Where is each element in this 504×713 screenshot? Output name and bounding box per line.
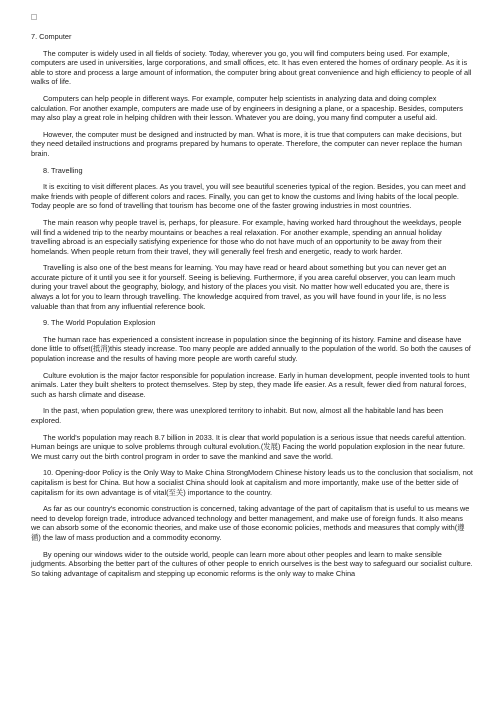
- paragraph: The world's population may reach 8.7 billion in 2033. It is clear that world population is a serious issue that needs careful attention. Human beings are unique to solve problems through cultural evolution.(发展) Facing the world population explosion in the near future. We must carry out the birth control program in order to save the mankind and save the world.: [31, 432, 467, 461]
- paragraph: As far as our country's economic construction is concerned, taking advantage of the part of capitalism that is useful to us means we need to develop foreign trade, introduce advanced technology and better management, and make use of foreign funds. It also means we can absorb some of the economic theories, and make use of those economic policies, methods and measures that comply with(遵循) the law of mass production and a commodity economy.: [31, 504, 470, 542]
- paragraph: By opening our windows wider to the outside world, people can learn more about other peoples and learn to make sensible judgments. Absorbing the better part of the cultures of other people to enrich ourselves is the best way to safeguard our socialist culture. So taking advantage of capitalism and stepping up economic reforms is the only way to make China: [31, 549, 473, 578]
- page-corner-mark: [31, 14, 37, 20]
- paragraph: It is exciting to visit different places. As you travel, you will see beautiful sceneries typical of the region. Besides, you can meet and make friends with people of different colors and races. Finally, you can get to know the customs and living habits of the local people. Today people are so fond of travelling that tourism has become one of the faster growing industries in most countries.: [31, 182, 466, 211]
- section-heading: 7. Computer: [31, 32, 72, 41]
- paragraph: The human race has experienced a consistent increase in population since the beginning of its history. Famine and disease have done little to offset(抵消)this steady increase. Too many people are added annually to the population of the world. So both the causes of population increase and the results of having more people are worth careful study.: [31, 334, 471, 364]
- paragraph: The main reason why people travel is, perhaps, for pleasure. For example, having worked hard throughout the weekdays, people will find a widened trip to the nearby mountains or beaches a real relaxation. For another example, spending an annual holiday travelling abroad is an especially satisfying experience for those who do not have much of an opportunity to be away from their homelands. When people return from their travel, they will generally feel fresh and energetic, ready to work harder.: [31, 217, 462, 256]
- paragraph: Computers can help people in different ways. For example, computer help scientists in analyzing data and doing complex calculation. For another example, computers are made use of by engineers in designing a plane, or a spaceship. Besides, computers may also play a great role in helping children with their lesson. Whatever you are doing, you many find computer a useful aid.: [31, 93, 463, 123]
- paragraph: Travelling is also one of the best means for learning. You may have read or heard about something but you can never get an accurate picture of it until you see it for yourself. Seeing is believing. Furthermore, if you area careful observer, you can learn much during your travel about the geography, biology, and history of the places you visit. No matter how well educated you are, there is always a lot for you to learn through travelling. The knowledge acquired from travel, as you will have found in your life, is no less valuable than that from any influential reference book.: [31, 263, 456, 311]
- section-heading: 8. Travelling: [43, 165, 83, 175]
- paragraph: Culture evolution is the major factor responsible for population increase. Early in human development, people invented tools to hunt animals. Later they built shelters to protect themselves. Step by step, they made life easier. As a result, fewer died from natural forces, such as harsh climate and disease.: [31, 370, 470, 399]
- paragraph: In the past, when population grew, there was unexplored territory to inhabit. But now, almost all the habitable land has been explored.: [31, 406, 444, 425]
- paragraph: However, the computer must be designed and instructed by man. What is more, it is true that computers can make decisions, but they need detailed instructions and programs prepared by humans to operate. Therefore, the computer can never replace the human brain.: [31, 129, 462, 158]
- section-heading: 9. The World Population Explosion: [43, 318, 156, 328]
- document-body: [31, 14, 473, 578]
- paragraph: The computer is widely used in all fields of society. Today, wherever you go, you will find computers being used. For example, computers are used in universities, large corporations, and small offices, etc. It has even entered the homes of ordinary people. As it is able to store and process a large amount of information, the computer bring about great convenience and high efficiency to people of all walks of life.: [31, 48, 472, 87]
- paragraph: 10. Opening-door Policy is the Only Way to Make China StrongModern Chinese history leads us to the conclusion that socialism, not capitalism is best for China. But how a socialist China should look at capitalism and more importantly, make use of the better side of capitalism for its own advantage is of vital(至关) importance to the country.: [31, 468, 473, 497]
